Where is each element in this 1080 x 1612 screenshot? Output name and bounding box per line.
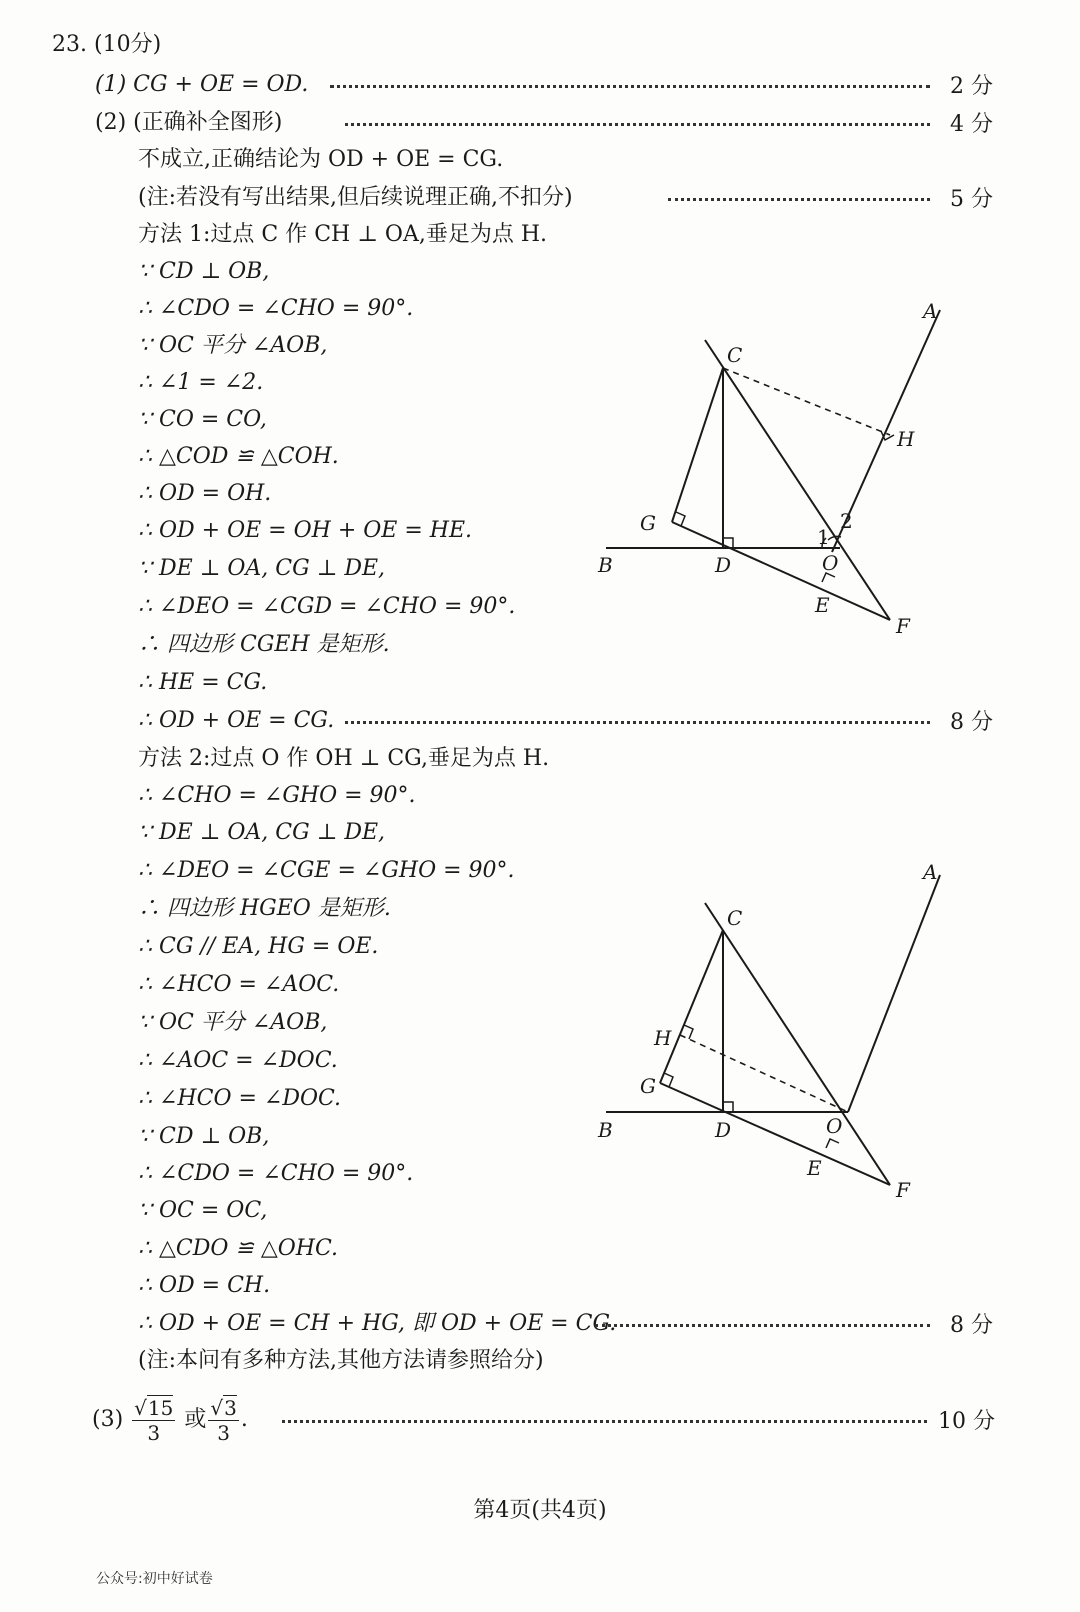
method2-step: ∴ ∠HCO = ∠DOC.	[138, 1086, 342, 1111]
label-C: C	[727, 906, 743, 930]
label-2: 2	[840, 509, 853, 533]
method2-step: ∴ ∠AOC = ∠DOC.	[138, 1048, 338, 1073]
question-heading	[52, 30, 161, 60]
question-points: (10分)	[94, 32, 162, 57]
line-CF	[705, 903, 890, 1185]
page-footer: 第4页(共4页)	[473, 1498, 607, 1523]
method1-step: ∴ OD + OE = CG.	[138, 708, 335, 733]
label-G: G	[640, 511, 656, 535]
label-1: 1	[817, 525, 830, 549]
score-method2: 8 分	[950, 1313, 993, 1338]
label-H: H	[654, 1026, 672, 1050]
method1-step: ∵ OC 平分 ∠AOB,	[138, 333, 328, 358]
dot-leader	[282, 1405, 927, 1435]
segment-CG	[672, 368, 723, 522]
fraction-denominator: 3	[147, 1420, 161, 1445]
method1-step: ∵ DE ⊥ OA, CG ⊥ DE,	[138, 556, 386, 581]
method1-step: ∵ CO = CO,	[138, 407, 267, 432]
part1-answer: (1) CG + OE = OD.	[95, 72, 309, 97]
method1-step: ∴ OD + OE = OH + OE = HE.	[138, 518, 472, 543]
label-E: E	[815, 593, 830, 617]
part3-answer	[92, 1392, 248, 1448]
fraction-denominator: 3	[217, 1420, 230, 1445]
fraction-sqrt3-over-3: $\frac{√3}{3}$	[210, 1395, 237, 1445]
dot-leader	[595, 1309, 930, 1339]
conclusion-line: 不成立,正确结论为 OD + OE = CG.	[138, 147, 504, 172]
label-A: A	[923, 860, 938, 884]
dashed-CH	[723, 368, 890, 435]
label-B: B	[598, 553, 613, 577]
dot-leader	[345, 706, 930, 736]
fraction-numerator: 15	[147, 1395, 174, 1420]
method2-step: ∴ 四边形 HGEO 是矩形.	[138, 896, 391, 921]
right-angle-D	[723, 1102, 733, 1112]
grading-note-1: (注:若没有写出结果,但后续说理正确,不扣分)	[138, 185, 573, 210]
score-part3: 10 分	[938, 1409, 995, 1434]
method2-step: ∵ OC = OC,	[138, 1198, 268, 1223]
score-conclusion: 5 分	[950, 187, 993, 212]
method1-step: ∴ 四边形 CGEH 是矩形.	[138, 632, 390, 657]
method1-step: ∵ CD ⊥ OB,	[138, 259, 270, 284]
method1-step: ∴ ∠1 = ∠2.	[138, 370, 264, 395]
dashed-OH	[680, 1035, 848, 1112]
geometry-figure-2	[590, 855, 970, 1215]
label-F: F	[896, 1178, 910, 1202]
score-part1: 2 分	[950, 74, 993, 99]
score-method1: 8 分	[950, 710, 993, 735]
ray-OA	[848, 875, 940, 1112]
label-A: A	[923, 299, 938, 323]
method2-step: ∴ ∠HCO = ∠AOC.	[138, 972, 340, 997]
method1-step: ∴ ∠CDO = ∠CHO = 90°.	[138, 296, 414, 321]
label-B: B	[598, 1118, 613, 1142]
method2-title: 方法 2:过点 O 作 OH ⊥ CG,垂足为点 H.	[138, 746, 550, 771]
label-C: C	[727, 343, 743, 367]
label-F: F	[896, 614, 910, 638]
geometry-figure-1	[590, 290, 970, 650]
label-H: H	[897, 427, 915, 451]
label-E: E	[807, 1156, 822, 1180]
dot-leader	[668, 183, 930, 213]
grading-note-2: (注:本问有多种方法,其他方法请参照给分)	[138, 1348, 544, 1373]
label-D: D	[715, 553, 732, 577]
method2-step: ∴ OD + OE = CH + HG, 即 OD + OE = CG.	[138, 1311, 617, 1336]
method2-step: ∵ CD ⊥ OB,	[138, 1124, 270, 1149]
question-number: 23.	[52, 32, 87, 57]
dot-leader	[345, 108, 930, 138]
method1-step: ∴ ∠DEO = ∠CGD = ∠CHO = 90°.	[138, 594, 516, 619]
dot-leader	[330, 70, 930, 100]
fraction-numerator: 3	[224, 1395, 237, 1420]
part3-label: (3)	[92, 1407, 124, 1432]
part2-heading: (2) (正确补全图形)	[95, 110, 283, 135]
method2-step: ∴ ∠DEO = ∠CGE = ∠GHO = 90°.	[138, 858, 515, 883]
method1-title: 方法 1:过点 C 作 CH ⊥ OA,垂足为点 H.	[138, 222, 547, 247]
period: .	[240, 1407, 248, 1432]
method2-step: ∴ ∠CDO = ∠CHO = 90°.	[138, 1161, 414, 1186]
method2-step: ∴ CG // EA, HG = OE.	[138, 934, 379, 959]
method2-step: ∴ ∠CHO = ∠GHO = 90°.	[138, 783, 416, 808]
watermark: 公众号:初中好试卷	[96, 1571, 213, 1587]
method2-step: ∴ OD = CH.	[138, 1273, 271, 1298]
label-O: O	[822, 551, 839, 575]
right-angle-E	[826, 1139, 839, 1148]
method2-step: ∴ △CDO ≌ △OHC.	[138, 1236, 339, 1261]
method1-step: ∴ OD = OH.	[138, 481, 272, 506]
method1-step: ∴ HE = CG.	[138, 670, 268, 695]
label-O: O	[826, 1114, 843, 1138]
score-part2-figure: 4 分	[950, 112, 993, 137]
fraction-sqrt15-over-3: $\frac{√15}{3}$	[134, 1395, 174, 1445]
label-D: D	[715, 1118, 732, 1142]
label-G: G	[640, 1074, 656, 1098]
method1-step: ∴ △COD ≌ △COH.	[138, 444, 339, 469]
method2-step: ∵ DE ⊥ OA, CG ⊥ DE,	[138, 820, 386, 845]
method2-step: ∵ OC 平分 ∠AOB,	[138, 1010, 328, 1035]
or-word: 或	[184, 1407, 207, 1432]
segment-CG	[660, 930, 723, 1083]
